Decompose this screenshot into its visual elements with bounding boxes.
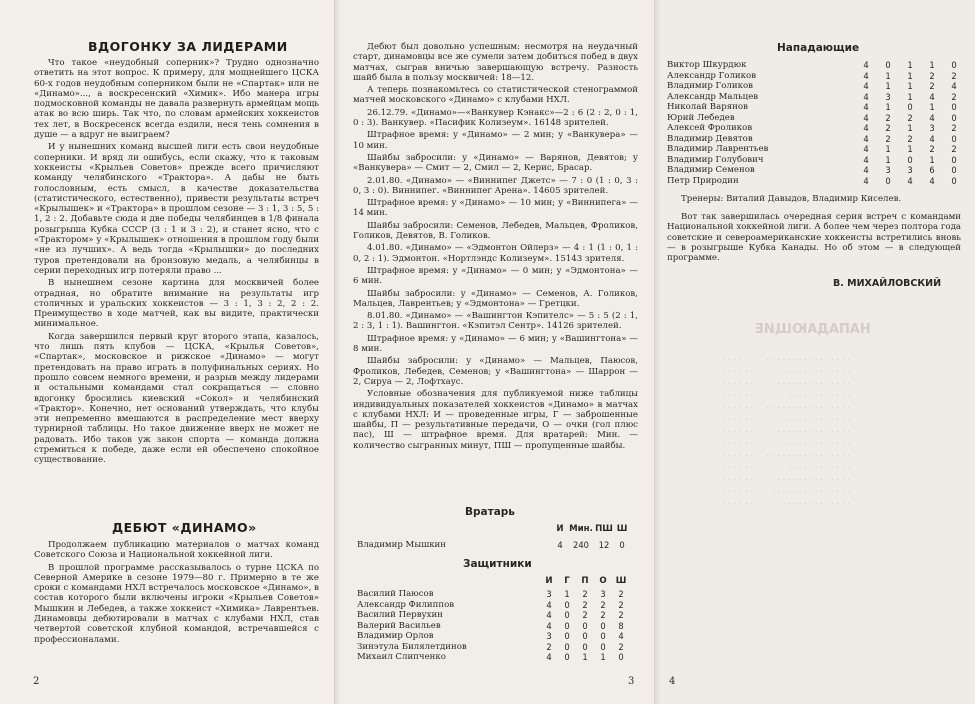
col-header: П: [581, 576, 589, 586]
page-3: [334, 0, 654, 704]
stat-cell: 0: [618, 652, 624, 662]
show-through-heading: НАПАДАЮЩИЕ: [755, 322, 871, 337]
stat-cell: 4: [618, 631, 624, 641]
table-row: [667, 71, 965, 82]
player-name: Зинэтула Билялетдинов: [357, 641, 467, 652]
paragraph: Шайбы забросили: у «Динамо» — Мальцев, Паюсов, Фроликов, Лебедев, Семенов; у «Вашингтона» — Шаррон — 2, Сируа — 2, Лофтхаус.: [353, 356, 638, 387]
stat-cell: 4: [863, 123, 869, 133]
table-row: [667, 176, 965, 187]
page-number: 4: [669, 676, 676, 687]
page-2: [0, 0, 334, 704]
stat-cell: 8: [618, 620, 624, 631]
player-name: Владимир Семенов: [667, 165, 755, 175]
stat-cell: 4: [951, 81, 957, 91]
player-name: Владимир Девятов: [667, 133, 753, 144]
stat-cell: 1: [885, 102, 891, 112]
table-header-row: [357, 524, 630, 534]
stat-cell: 240: [573, 540, 589, 550]
paragraph: 8.01.80. «Динамо» — «Вашингтон Кэпителс» — 5 : 5 (2 : 1, 2 : 3, 1 : 1). Вашингтон. «Кэпитэл Сентр». 14126 зрителей.: [353, 311, 638, 332]
stat-cell: 1: [564, 589, 570, 599]
stat-cell: 4: [863, 91, 869, 102]
table-header-row: [357, 576, 630, 586]
stat-cell: 1: [582, 652, 588, 662]
paragraph: Вот так завершилась очередная серия встреч с командами Национальной хоккейной лиги. А более чем через полтора года советские и североамериканские хоккеисты встретились вновь — в розыгрыше Кубка Канады. Но об этом — в следующей программе.: [667, 212, 961, 264]
forwards-table: [667, 60, 965, 186]
stat-cell: 1: [907, 91, 913, 102]
stat-cell: 0: [600, 631, 606, 641]
stat-cell: 0: [907, 154, 913, 165]
stat-cell: 1: [885, 81, 891, 91]
player-name: Петр Природин: [667, 175, 739, 186]
paragraph: Штрафное время: у «Динамо» — 2 мин; у «Ванкувера» — 10 мин.: [353, 130, 638, 151]
stat-cell: 1: [907, 60, 913, 70]
stat-cell: 0: [582, 620, 588, 631]
player-name: Николай Варянов: [667, 102, 748, 112]
col-header: И: [556, 524, 564, 534]
table-row: [357, 631, 630, 642]
stat-cell: 2: [618, 589, 624, 599]
paragraph: Шайбы забросили: Семенов, Лебедев, Мальцев, Фроликов, Голиков, Девятов, В. Голиков.: [353, 220, 638, 242]
stat-cell: 0: [907, 102, 913, 112]
closing-paragraph: [667, 212, 961, 265]
player-name: Владимир Голиков: [667, 81, 753, 91]
stat-cell: 0: [564, 620, 570, 631]
heading-vdogonku: ВДОГОНКУ ЗА ЛИДЕРАМИ: [88, 39, 288, 54]
stat-cell: 2: [582, 610, 588, 620]
stat-cell: 2: [600, 610, 606, 620]
table-row: [667, 60, 965, 71]
stat-cell: 0: [951, 112, 957, 123]
table-row: [667, 92, 965, 103]
defense-table: [357, 576, 630, 663]
stat-cell: 1: [907, 123, 913, 133]
col-header: Ш: [615, 576, 627, 586]
stat-cell: 0: [564, 641, 570, 652]
player-name: Владимир Голубович: [667, 154, 764, 165]
page-number: 2: [33, 676, 40, 687]
stat-cell: 3: [546, 589, 552, 599]
col-header: ПШ: [595, 524, 613, 534]
paragraph: Шайбы забросили: у «Динамо» — Семенов, А. Голиков, Мальцев, Лаврентьев; у «Эдмонтона» — Гретцки.: [353, 288, 638, 309]
player-name: Алексей Фроликов: [667, 123, 753, 133]
article-vdogonku: [34, 58, 319, 468]
table-row: [357, 621, 630, 632]
forwards-title: Нападающие: [777, 42, 860, 54]
article-debut: [34, 540, 319, 647]
table-row: [667, 102, 965, 113]
stat-cell: 1: [929, 154, 935, 165]
paragraph: Штрафное время: у «Динамо» — 10 мин; у «Виннипега» — 14 мин.: [353, 198, 638, 219]
stat-cell: 4: [863, 133, 869, 144]
stat-cell: 1: [885, 154, 891, 165]
stat-cell: 4: [929, 91, 935, 102]
paragraph: Штрафное время: у «Динамо» — 6 мин; у «Вашингтона» — 8 мин.: [353, 333, 638, 355]
player-name: Александр Мальцев: [667, 91, 759, 102]
stat-cell: 3: [546, 631, 552, 641]
table-row: [667, 165, 965, 176]
table-row: [667, 144, 965, 155]
player-name: Василий Первухин: [357, 610, 443, 620]
stat-cell: 3: [907, 165, 913, 175]
stat-cell: 6: [929, 165, 935, 175]
stat-cell: 4: [546, 599, 552, 610]
paragraph: Дебют был довольно успешным: несмотря на неудачный старт, динамовцы все же сумели затем добиться побед в двух матчах, сыграв вничью завершающую встречу. Разность шайб была в пользу москвичей: 18—12.: [353, 42, 638, 83]
stat-cell: 1: [885, 70, 891, 81]
stat-cell: 4: [546, 620, 552, 631]
stat-cell: 0: [951, 102, 957, 112]
stat-cell: 2: [582, 599, 588, 610]
paragraph: И у нынешних команд высшей лиги есть свои неудобные соперники. И вряд ли ошибусь, если скажу, что к таковым хоккеисты «Крыльев Советов» прежде всего причисляют команду челябинского «Трактора». А дабы не быть голословным, есть смысл, в качестве доказательства (статистического, естественно), привести результаты встреч «Крылышек» и «Трактора» в прошлом сезоне — 3 : 1, 3 : 5, 5 : 1, 2 : 2. Добавьте сюда и две победы челябинцев в 1/8 финала розыгрыша Кубка СССР (3 : 1 и 3 : 2), и станет ясно, что с «Трактором» у «Крылышек» отношения в прошлом году были «не из лучших». А ведь тогда «Крылышки» до последних туров претендовали на бронзовую медаль, а челябинцы в серии переходных игр потеряли право ...: [34, 142, 319, 276]
stat-cell: 0: [564, 610, 570, 620]
table-row: [357, 610, 630, 621]
player-name: Юрий Лебедев: [667, 112, 735, 123]
stat-cell: 4: [863, 144, 869, 154]
stat-cell: 4: [863, 112, 869, 123]
stat-cell: 4: [929, 112, 935, 123]
stat-cell: 2: [582, 589, 588, 599]
table-row: [667, 155, 965, 166]
stat-cell: 0: [564, 599, 570, 610]
paragraph: В нынешнем сезоне картина для москвичей более отрадная, но обратите внимание на результаты игр столичных и уральских хоккеистов — 3 : 1, 3 : 2, 2 : 2. Преимущество в ходе матчей, как вы видите, практически минимальное.: [34, 278, 319, 330]
col-header: О: [599, 576, 607, 586]
player-name: Александр Филиппов: [357, 599, 455, 610]
table-row: [357, 642, 630, 653]
stat-cell: 2: [618, 610, 624, 620]
col-header: И: [545, 576, 553, 586]
coaches-line: Тренеры: Виталий Давыдов, Владимир Киселев.: [681, 194, 902, 204]
stat-cell: 0: [619, 540, 625, 550]
player-name: Владимир Мышкин: [357, 540, 447, 550]
paragraph: А теперь познакомьтесь со статистической стенограммой матчей московского «Динамо» с клубами НХЛ.: [353, 85, 638, 106]
stat-cell: 4: [863, 60, 869, 70]
paragraph: 4.01.80. «Динамо» — «Эдмонтон Ойлерз» — 4 : 1 (1 : 0, 1 : 0, 2 : 1). Эдмонтон. «Нортлэндс Колизеум». 15143 зрителя.: [353, 243, 638, 264]
stat-cell: 3: [885, 165, 891, 175]
defense-title: Защитники: [463, 558, 532, 570]
stat-cell: 4: [863, 70, 869, 81]
page-4: [654, 0, 975, 704]
stat-cell: 2: [885, 123, 891, 133]
table-row: [667, 81, 965, 92]
paragraph: В прошлой программе рассказывалось о турне ЦСКА по Северной Америке в сезоне 1979—80 г. Примерно в те же сроки с командами НХЛ встречалось московское «Динамо», в состав которого были включены игроки «Крыльев Советов» Мышкин и Лебедев, а также хоккеист «Химика» Лаврентьев. Динамовцы дебютировали в матчах с клубами НХЛ, став четвертой советской клубной командой, встречавшейся с профессионалами.: [34, 562, 319, 645]
stat-cell: 0: [951, 175, 957, 186]
stat-cell: 1: [929, 102, 935, 112]
stat-cell: 1: [907, 70, 913, 81]
author: В. МИХАЙЛОВСКИЙ: [833, 278, 942, 289]
stat-cell: 2: [907, 112, 913, 123]
stat-cell: 2: [951, 123, 957, 133]
paragraph: 26.12.79. «Динамо»—«Ванкувер Кэнакс»—2 : 6 (2 : 2, 0 : 1, 0 : 3). Ванкувер. «Пасифик Колизеум». 16148 зрителей.: [353, 107, 638, 129]
player-name: Валерий Васильев: [357, 620, 441, 631]
paragraph: Штрафное время: у «Динамо» — 0 мин; у «Эдмонтона» — 6 мин.: [353, 265, 638, 287]
table-row: [357, 540, 630, 551]
stat-cell: 2: [907, 133, 913, 144]
stat-cell: 0: [582, 641, 588, 652]
stat-cell: 4: [907, 175, 913, 186]
stat-cell: 2: [929, 144, 935, 154]
stat-cell: 0: [564, 631, 570, 641]
stat-cell: 0: [582, 631, 588, 641]
show-through-text: . . . . . . . . . . . . . . . . . . . . . . . . . . . . . . . . . . . . . . . . . . . . . . . . . . . . . . . . . . . . . . . . . . . . . . . . . . . . . . . . . . . . . . . . . . . . . . . . . . . . . . . . . . . . . . . . . . . . . . . . . . . . . . . . . . . . . . . . . . . . . . . . . . . . . . . . . . . . . . . . . . . . . . . . . . . . . . . . . . . . . . . . . . . . . . . . . . . . . . . . . . . . . . . . . . . . . . . . . . . . . . . . . . . . . . . . . . . . . . . . . . . . . . . . . . . . . . . . . . . . . . . . . . . . . . .: [723, 353, 851, 507]
col-header: Мин.: [569, 524, 593, 534]
page-number: 3: [628, 676, 635, 687]
stat-cell: 2: [618, 641, 624, 652]
stat-cell: 0: [885, 175, 891, 186]
goalies-title: Вратарь: [465, 506, 515, 518]
stat-cell: 2: [618, 599, 624, 610]
heading-debut: ДЕБЮТ «ДИНАМО»: [112, 520, 257, 535]
stat-cell: 12: [598, 540, 610, 550]
stat-cell: 1: [907, 81, 913, 91]
stat-cell: 4: [546, 610, 552, 620]
player-name: Владимир Орлов: [357, 631, 434, 641]
stat-cell: 1: [885, 144, 891, 154]
col-header: Г: [564, 576, 570, 586]
table-row: [667, 123, 965, 134]
stat-cell: 0: [951, 165, 957, 175]
stat-cell: 4: [863, 102, 869, 112]
stat-cell: 0: [951, 133, 957, 144]
stat-cell: 2: [885, 112, 891, 123]
paragraph: Что такое «неудобный соперник»? Трудно однозначно ответить на этот вопрос. К примеру, для мощнейшего ЦСКА 60-х годов неудобным соперником были не «Спартак» или не «Динамо»..., а воскресенский «Химик». Ибо манера игры подмосковной команды не давала развернуть армейцам мощь атак во всю ширь. Так что, по словам армейских хоккеистов тех лет, в Воскресенск всегда ездили, неся тень сомнения в душе — а вдруг не выиграем?: [34, 58, 319, 141]
stat-cell: 2: [885, 133, 891, 144]
player-name: Александр Голиков: [667, 70, 757, 81]
stat-cell: 1: [929, 60, 935, 70]
stat-cell: 0: [600, 620, 606, 631]
stat-cell: 4: [863, 81, 869, 91]
stat-cell: 3: [600, 589, 606, 599]
paragraph: 2.01.80. «Динамо» — «Виннипег Джетс» — 7 : 0 (1 : 0, 3 : 0, 3 : 0). Виннипег. «Виннипег Арена». 14605 зрителей.: [353, 175, 638, 196]
goalies-table: [357, 524, 630, 551]
stat-cell: 4: [557, 540, 563, 550]
stat-cell: 1: [600, 652, 606, 662]
stat-cell: 4: [546, 652, 552, 662]
stat-cell: 4: [929, 133, 935, 144]
stat-cell: 2: [951, 91, 957, 102]
stat-cell: 0: [564, 652, 570, 662]
table-row: [357, 600, 630, 611]
stat-cell: 0: [951, 154, 957, 165]
stat-cell: 0: [885, 60, 891, 70]
stat-cell: 0: [951, 60, 957, 70]
player-name: Василий Паюсов: [357, 589, 434, 599]
stat-cell: 2: [929, 70, 935, 81]
paragraph: Продолжаем публикацию материалов о матчах команд Советского Союза и Национальной хоккейной лиги.: [34, 540, 319, 561]
stat-cell: 3: [929, 123, 935, 133]
table-row: [357, 589, 630, 600]
stat-cell: 0: [600, 641, 606, 652]
stat-cell: 2: [600, 599, 606, 610]
table-row: [667, 113, 965, 124]
paragraph: Шайбы забросили: у «Динамо» — Варянов, Девятов; у «Ванкувера» — Смит — 2, Смил — 2, Керис, Брасар.: [353, 152, 638, 174]
stat-cell: 1: [907, 144, 913, 154]
table-row: [667, 134, 965, 145]
table-row: [357, 652, 630, 663]
stat-cell: 2: [929, 81, 935, 91]
stat-cell: 4: [929, 175, 935, 186]
stat-cell: 4: [863, 154, 869, 165]
stat-cell: 3: [885, 91, 891, 102]
article-stenogram: [353, 42, 638, 453]
stat-cell: 4: [863, 165, 869, 175]
col-header: Ш: [616, 524, 628, 534]
player-name: Виктор Шкурдюк: [667, 60, 747, 70]
player-name: Владимир Лаврентьев: [667, 144, 769, 154]
player-name: Михаил Слипченко: [357, 652, 446, 662]
stat-cell: 2: [546, 641, 552, 652]
paragraph: Когда завершился первый круг второго этапа, казалось, что лишь пять клубов — ЦСКА, «Крылья Советов», «Спартак», московское и рижское «Динамо» — могут претендовать на право играть в полуфинальных сериях. Но прошло совсем немного времени, и разрыв между лидерами и остальными командами стал сокращаться — словно вдогонку бросились киевский «Сокол» и челябинский «Трактор». Конечно, нет оснований утверждать, что клубы эти непременно вмешаются в распределение мест вверху турнирной таблицы. Но такое движение вверх не может не радовать. Ибо таков уж закон спорта — команда должна стремиться к победе, даже если ей обеспечено спокойное существование.: [34, 331, 319, 466]
stat-cell: 2: [951, 70, 957, 81]
paragraph: Условные обозначения для публикуемой ниже таблицы индивидуальных показателей хоккеистов «Динамо» в матчах с клубами НХЛ: И — проведенные игры, Г — заброшенные шайбы, П — результативные передачи, О — очки (гол плюс пас), Ш — штрафное время. Для вратарей: Мин. — количество сыгранных минут, ПШ — пропущенные шайбы.: [353, 389, 638, 451]
stat-cell: 2: [951, 144, 957, 154]
stat-cell: 4: [863, 175, 869, 186]
